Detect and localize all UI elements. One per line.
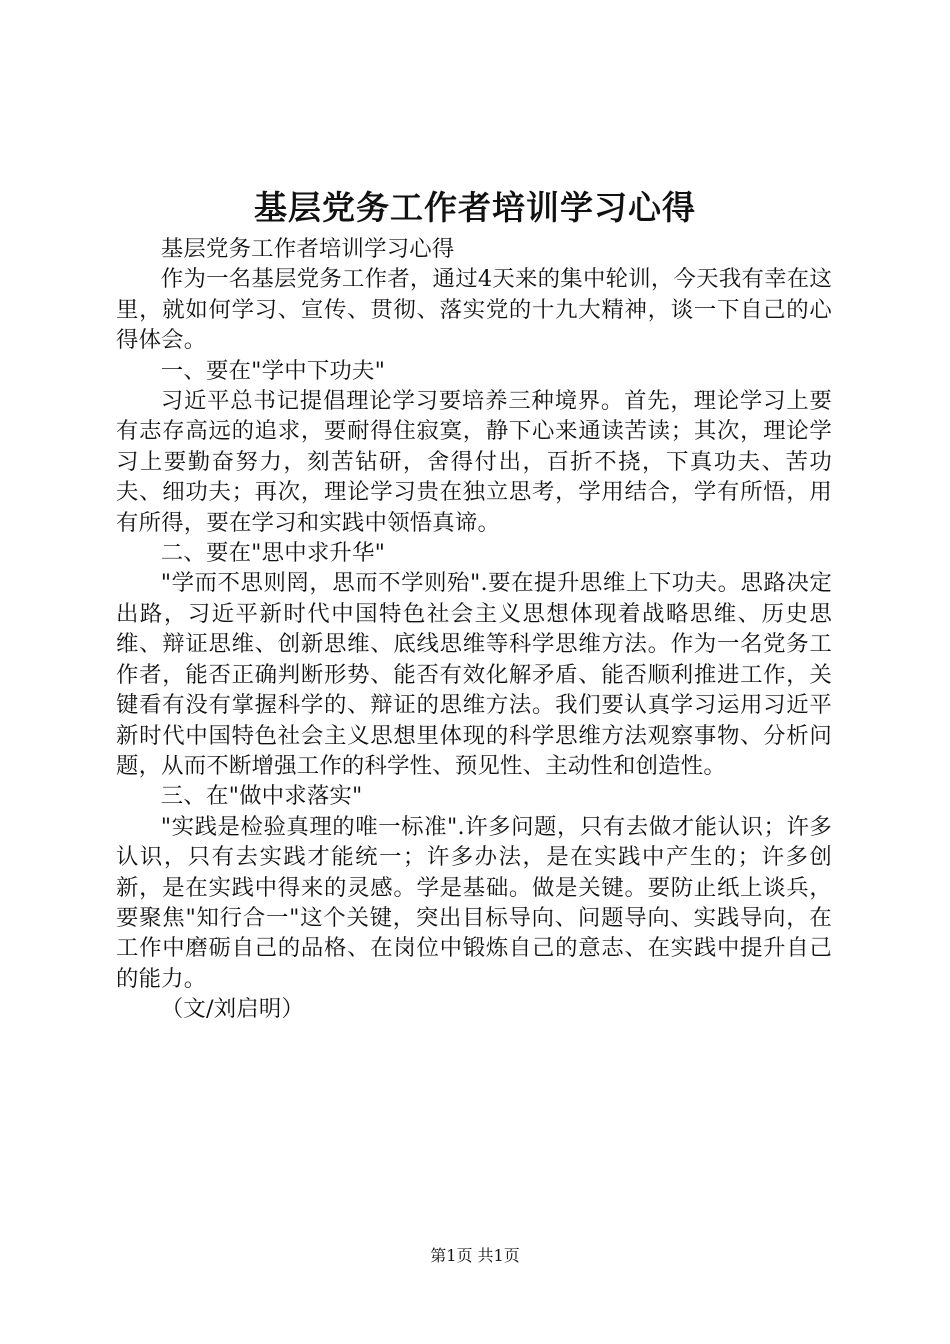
section-body-1: 习近平总书记提倡理论学习要培养三种境界。首先，理论学习上要有志存高远的追求，要耐得住寂寞，静下心来通读苦读；其次，理论学习上要勤奋努力，刻苦钻研，舍得付出，百折不挠，下真功夫、苦功夫、细功夫；再次，理论学习贵在独立思考，学用结合，学有所悟，用有所得，要在学习和实践中领悟真谛。 <box>116 388 832 536</box>
section-body-2: "学而不思则罔，思而不学则殆".要在提升思维上下功夫。思路决定出路，习近平新时代中国特色社会主义思想体现着战略思维、历史思维、辩证思维、创新思维、底线思维等科学思维方法。作为一名党务工作者，能否正确判断形势、能否有效化解矛盾、能否顺利推进工作，关键看有没有掌握科学的、辩证的思维方法。我们要认真学习运用习近平新时代中国特色社会主义思想里体现的科学思维方法观察事物、分析问题，从而不断增强工作的科学性、预见性、主动性和创造性。 <box>116 570 832 779</box>
document-body <box>116 234 832 1025</box>
intro-paragraph: 作为一名基层党务工作者，通过4天来的集中轮训，今天我有幸在这里，就如何学习、宣传、贯彻、落实党的十九大精神，谈一下自己的心得体会。 <box>116 266 832 354</box>
document-title: 基层党务工作者培训学习心得 <box>254 188 696 227</box>
subtitle-paragraph: 基层党务工作者培训学习心得 <box>160 236 455 262</box>
section-heading-2: 二、要在"思中求升华" <box>160 540 386 567</box>
author-signature: （文/刘启明） <box>160 996 305 1023</box>
section-heading-1: 一、要在"学中下功夫" <box>160 357 386 384</box>
section-heading-3: 三、在"做中求落实" <box>160 783 363 810</box>
section-body-3: "实践是检验真理的唯一标准".许多问题，只有去做才能认识；许多认识，只有去实践才能统一；许多办法，是在实践中产生的；许多创新，是在实践中得来的灵感。学是基础。做是关键。要防止纸上谈兵，要聚焦"知行合一"这个关键，突出目标导向、问题导向、实践导向，在工作中磨砺自己的品格、在岗位中锻炼自己的意志、在实践中提升自己的能力。 <box>116 813 832 992</box>
page-footer: 第1页 共1页 <box>430 1246 520 1265</box>
